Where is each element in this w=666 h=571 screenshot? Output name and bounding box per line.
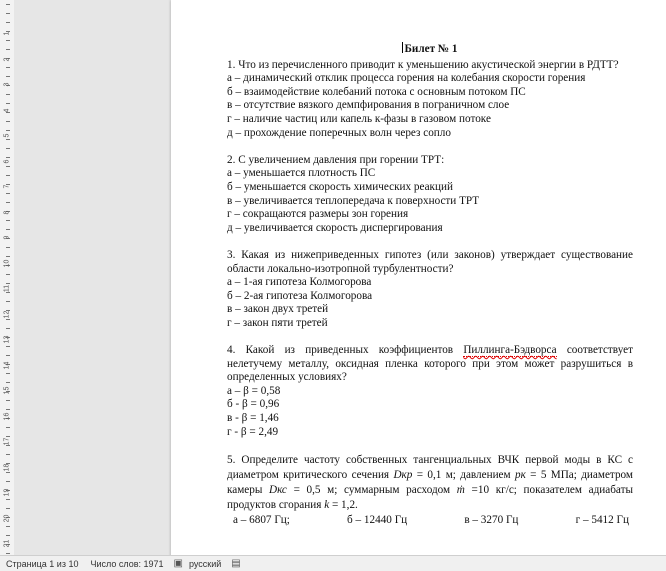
- answer-option: д – прохождение поперечных волн через сопло: [227, 126, 451, 139]
- answer-option: б – 12440 Гц: [347, 513, 408, 526]
- answers-q3: [227, 276, 633, 330]
- ruler-number: 11: [3, 284, 11, 293]
- page-count[interactable]: Страница 1 из 10: [6, 558, 79, 569]
- question-3: 3. Какая из нижеприведенных гипотез (или законов) утверждает существование области локально-изотропной турбулентности?: [227, 248, 633, 275]
- ruler-number: 6: [3, 159, 11, 163]
- answer-option: б - β = 0,96: [227, 398, 280, 411]
- spellcheck-word[interactable]: Пиллинга-Бэдворса: [463, 344, 557, 357]
- answer-option: а – β = 0,58: [227, 384, 281, 397]
- ruler-number: 8: [3, 210, 11, 214]
- status-bar: [0, 555, 666, 571]
- ruler-number: 21: [3, 539, 11, 548]
- ruler-number: 3: [3, 82, 11, 87]
- ruler-number: 18: [3, 463, 11, 471]
- answer-option: в – увеличивается теплопередача к поверхности ТРТ: [227, 194, 480, 207]
- answer-option: д – увеличивается скорость диспергирования: [227, 221, 443, 234]
- answers-q1: [227, 72, 633, 140]
- answer-option: а – 1-ая гипотеза Колмогорова: [227, 276, 372, 289]
- answer-option: б – 2-ая гипотеза Колмогорова: [227, 289, 373, 302]
- macro-icon[interactable]: ▤: [231, 558, 241, 569]
- answers-q5: [227, 514, 633, 528]
- question-5: 5. Определите частоту собственных тангенциальных ВЧК первой моды в КС с диаметром критического сечения Dкр = 0,1 м; давлением pк = 5 МПа; диаметром камеры Dкс = 0,5 м; суммарным расходом ṁ =10 кг/с; показателем адиабаты продуктов сгорания k = 1,2.: [227, 453, 633, 511]
- answer-option: в – закон двух третей: [227, 303, 329, 316]
- ruler-number: 1: [3, 31, 11, 36]
- answer-option: а – динамический отклик процесса горения на колебания скорости горения: [227, 72, 586, 85]
- answer-option: г – 5412 Гц: [575, 513, 629, 526]
- question-1: 1. Что из перечисленного приводит к уменьшению акустической энергии в РДТТ?: [227, 58, 619, 71]
- ruler-number: 5: [3, 133, 11, 138]
- ruler-number: 12: [3, 310, 11, 318]
- question-2: 2. С увеличением давления при горении ТРТ:: [227, 153, 445, 166]
- word-count[interactable]: Число слов: 1971: [90, 558, 164, 569]
- answer-option: г – сокращаются размеры зон горения: [227, 208, 409, 221]
- answer-option: а – 6807 Гц;: [233, 513, 290, 526]
- ruler-number: 14: [3, 361, 11, 369]
- question-4: 4. Какой из приведенных коэффициентов Пиллинга-Бэдворса соответствует нелетучему металлу, оксидная пленка которого при этом может разрушиться в определенных условиях?: [227, 344, 633, 384]
- ruler-number: 9: [3, 235, 11, 240]
- ticket-title: Билет № 1: [404, 43, 458, 55]
- ruler-number: 16: [3, 412, 11, 420]
- ruler-number: 4: [3, 108, 11, 112]
- answer-option: а – уменьшается плотность ПС: [227, 167, 376, 180]
- answers-q2: [227, 167, 633, 235]
- ruler-number: 17: [3, 437, 11, 446]
- answer-option: г – закон пяти третей: [227, 316, 328, 329]
- answer-option: г – наличие частиц или капель к-фазы в газовом потоке: [227, 112, 491, 125]
- proofing-icon[interactable]: ▣: [173, 558, 183, 569]
- answers-q4: [227, 385, 633, 439]
- ruler-number: 19: [3, 488, 11, 497]
- ruler-number: 15: [3, 386, 11, 395]
- ruler-number: 20: [3, 514, 11, 522]
- answer-option: в - β = 1,46: [227, 412, 279, 425]
- answer-option: г - β = 2,49: [227, 425, 279, 438]
- answer-option: б – взаимодействие колебаний потока с основным потоком ПС: [227, 85, 526, 98]
- vertical-ruler: [0, 0, 15, 555]
- document-body[interactable]: [227, 42, 633, 527]
- ruler-number: 2: [3, 57, 11, 61]
- answer-option: б – уменьшается скорость химических реакций: [227, 180, 453, 193]
- ruler-number: 10: [3, 259, 11, 267]
- answer-option: в – 3270 Гц: [464, 513, 519, 526]
- ruler-number: 7: [3, 184, 11, 189]
- language-indicator[interactable]: русский: [188, 558, 222, 569]
- answer-option: в – отсутствие вязкого демпфирования в пограничном слое: [227, 99, 510, 112]
- ruler-number: 13: [3, 335, 11, 344]
